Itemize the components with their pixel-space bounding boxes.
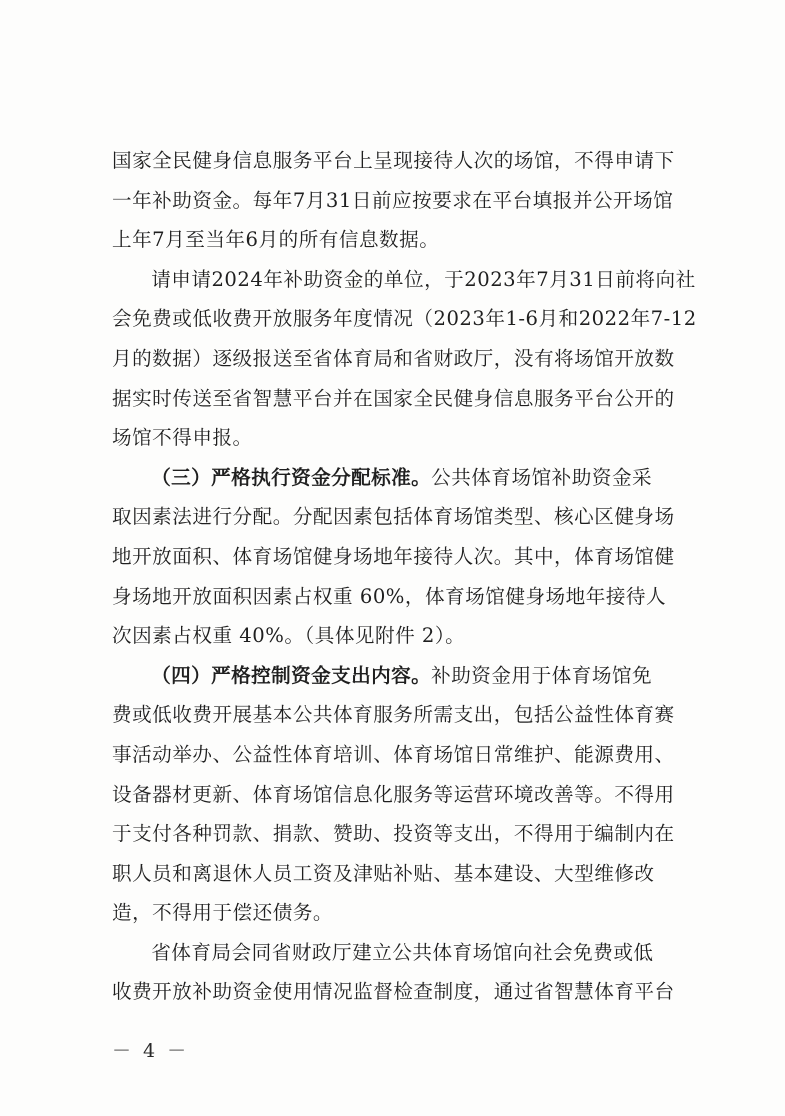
- text-line: 国家全民健身信息服务平台上呈现接待人次的场馆，不得申请下: [112, 149, 675, 172]
- document-body: [112, 141, 697, 1012]
- text-line: 据实时传送至省智慧平台并在国家全民健身信息服务平台公开的: [112, 386, 675, 410]
- paragraph-4: [112, 656, 692, 933]
- text-line: 收费开放补助资金使用情况监督检查制度，通过省智慧体育平台: [112, 980, 675, 1004]
- text-line: [112, 656, 692, 696]
- text-line: 费或低收费开展基本公共体育服务所需支出，包括公益性体育赛: [112, 703, 675, 727]
- text-line: 一年补助资金。每年7月31日前应按要求在平台填报并公开场馆: [112, 188, 674, 212]
- text-line: 会免费或低收费开放服务年度情况（2023年1-6月和2022年7-12: [112, 307, 697, 331]
- text-line: 职人员和离退休人员工资及津贴补贴、基本建设、大型维修改: [112, 861, 655, 885]
- text-line: 场馆不得申报。: [112, 426, 253, 450]
- heading-followup-text: 补助资金用于体育场馆免: [431, 663, 653, 687]
- heading-followup-text: 公共体育场馆补助资金采: [431, 465, 653, 489]
- text-line: 地开放面积、体育场馆健身场地年接待人次。其中，体育场馆健: [112, 544, 675, 568]
- paragraph-1: [112, 141, 692, 260]
- text-line: 事活动举办、公益性体育培训、体育场馆日常维护、能源费用、: [112, 742, 675, 766]
- text-line: 身场地开放面积因素占权重 60%，体育场馆健身场地年接待人: [112, 584, 667, 608]
- text-line: 请申请2024年补助资金的单位，于2023年7月31日前将向社: [151, 267, 696, 291]
- paragraph-3: [112, 458, 692, 656]
- text-line: 于支付各种罚款、捐款、赞助、投资等支出，不得用于编制内在: [112, 822, 675, 846]
- text-line: 设备器材更新、体育场馆信息化服务等运营环境改善等。不得用: [112, 782, 675, 806]
- paragraph-2: [112, 260, 697, 458]
- text-line: 上年7月至当年6月的所有信息数据。: [112, 228, 440, 252]
- text-line: 省体育局会同省财政厅建立公共体育场馆向社会免费或低: [151, 940, 654, 964]
- section-heading-3: （三）严格执行资金分配标准。: [151, 465, 432, 489]
- text-line: 造，不得用于偿还债务。: [112, 901, 334, 925]
- text-line: 取因素法进行分配。分配因素包括体育场馆类型、核心区健身场: [112, 505, 675, 529]
- text-line: 月的数据）逐级报送至省体育局和省财政厅，没有将场馆开放数: [112, 346, 675, 370]
- text-line: 次因素占权重 40%。（具体见附件 2）。: [112, 624, 466, 648]
- paragraph-5: [112, 933, 692, 1012]
- page-number: － 4 －: [112, 1040, 190, 1062]
- text-line: [112, 458, 692, 498]
- section-heading-4: （四）严格控制资金支出内容。: [151, 663, 432, 687]
